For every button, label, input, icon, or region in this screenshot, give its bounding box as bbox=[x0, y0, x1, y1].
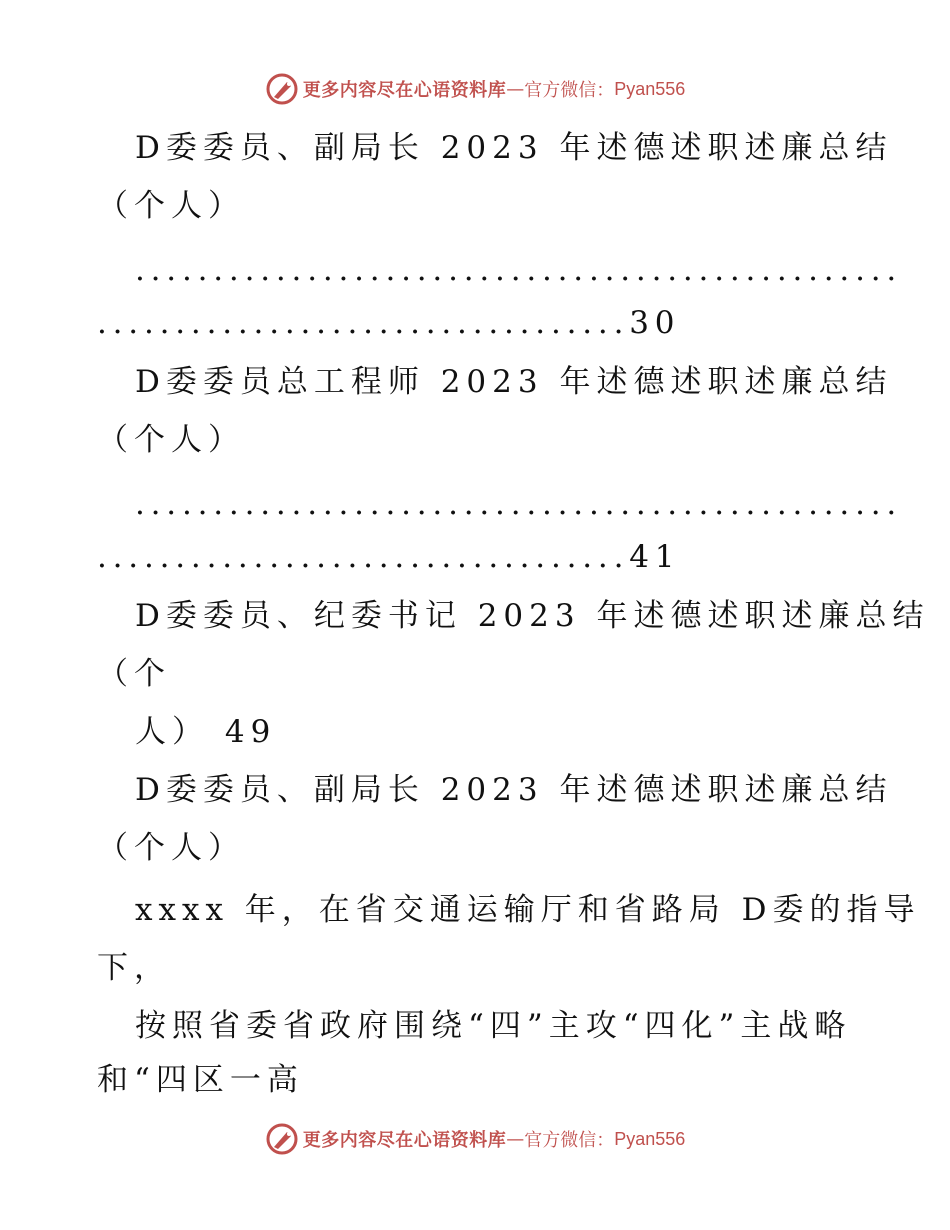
toc-entry-2-title: D委委员总工程师 2023 年述德述职述廉总结 bbox=[135, 364, 893, 400]
section-title: D委委员、副局长 2023 年述德述职述廉总结 bbox=[135, 772, 893, 808]
toc-entry-1-title: D委委员、副局长 2023 年述德述职述廉总结 bbox=[135, 130, 893, 166]
section-subtitle: （个人） bbox=[97, 830, 245, 866]
toc-entry-2-subtitle: （个人） bbox=[97, 422, 245, 458]
body-line-2: 下， bbox=[97, 950, 171, 986]
watermark-tail-text: 官方微信： bbox=[524, 80, 615, 101]
body-line-4: 和“四区一高 bbox=[97, 1062, 304, 1098]
pen-logo-icon bbox=[265, 1122, 299, 1156]
toc-entry-1-subtitle: （个人） bbox=[97, 188, 245, 224]
toc-entry-1-leader: ................................................. bbox=[135, 252, 903, 288]
body-line-3: 按照省委省政府围绕“四”主攻“四化”主战略 bbox=[135, 1008, 852, 1044]
toc-entry-3-title: D委委员、纪委书记 2023 年述德述职述廉总结 bbox=[135, 598, 930, 634]
watermark-main-text: 更多内容尽在心语资料库 bbox=[302, 1130, 507, 1151]
watermark-id: Pyan556 bbox=[614, 1128, 686, 1149]
toc-entry-2-leader: ................................................. bbox=[135, 486, 903, 522]
pen-logo-icon bbox=[265, 72, 299, 106]
watermark-main-text: 更多内容尽在心语资料库 bbox=[302, 80, 507, 101]
body-line-1: xxxx 年，在省交通运输厅和省路局 D委的指导 bbox=[135, 892, 921, 928]
watermark-separator: — bbox=[506, 1128, 525, 1150]
footer-watermark bbox=[0, 1122, 950, 1156]
toc-entry-2-page: ..................................41 bbox=[97, 539, 681, 575]
header-watermark bbox=[0, 72, 950, 106]
toc-entry-1-page: ..................................30 bbox=[97, 305, 681, 341]
toc-entry-3-page: 人） 49 bbox=[135, 714, 277, 750]
toc-entry-3-subtitle: （个 bbox=[97, 656, 171, 692]
watermark-id: Pyan556 bbox=[614, 78, 686, 99]
watermark-separator: — bbox=[506, 78, 525, 100]
watermark-tail-text: 官方微信： bbox=[524, 1130, 615, 1151]
